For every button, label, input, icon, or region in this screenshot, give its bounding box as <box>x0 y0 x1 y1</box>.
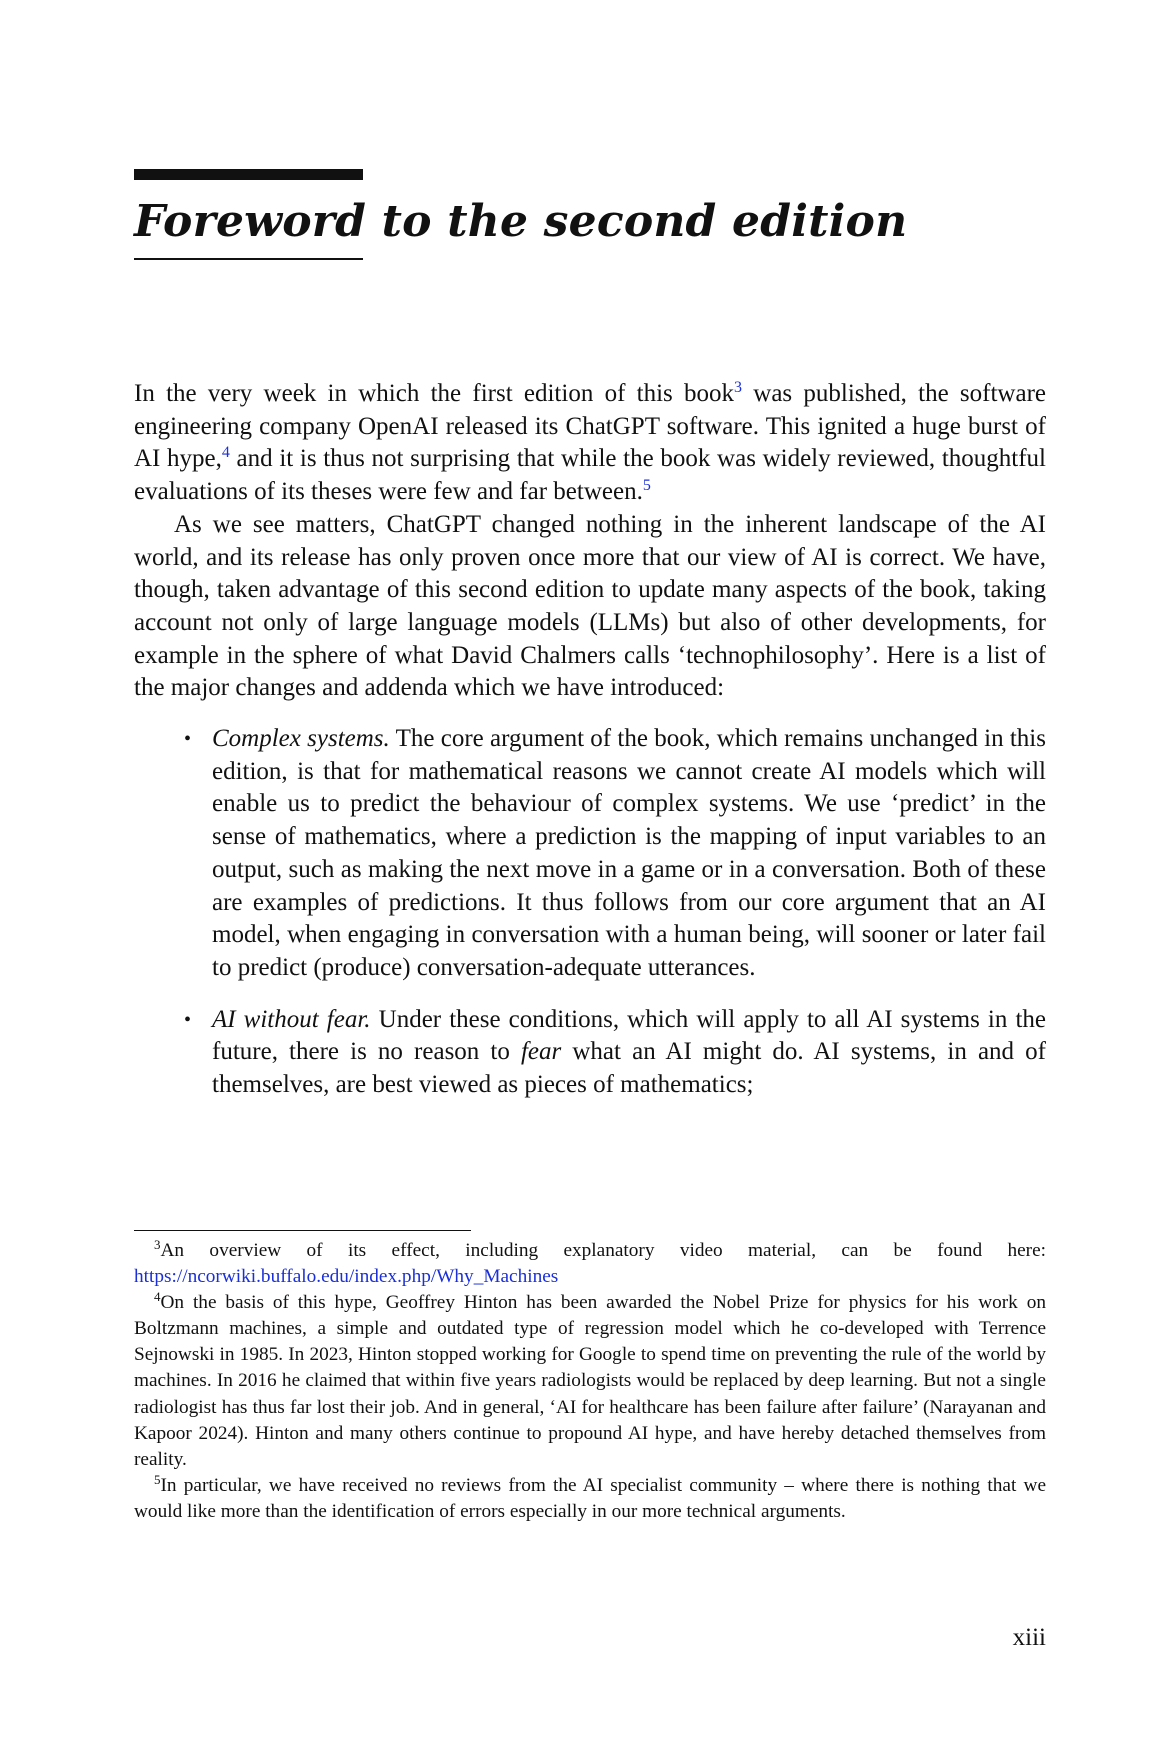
footnote-number: 5 <box>154 1471 161 1487</box>
bullet-icon: • <box>184 1008 192 1031</box>
chapter-rule-thin <box>134 258 363 260</box>
paragraph-1 <box>134 378 1046 509</box>
paragraph-1-part-1: In the very week in which the first edition of this book <box>134 380 735 407</box>
footnote-text: On the basis of this hype, Geoffrey Hinton has been awarded the Nobel Prize for physics for his work on Boltzmann machines, a simple and outdated type of regression model which he co-developed with Terrence Sejnowski in 1985. In 2023, Hinton stopped working for Google to spend time on preventing the rule of the world by machines. In 2016 he claimed that within five years radiologists would be replaced by deep learning. But not a single radiologist has thus far lost their job. And in general, ‘AI for healthcare has been failure after failure’ (Narayanan and Kapoor 2024). Hinton and many others continue to propound AI hype, and have hereby detached themselves from reality. <box>134 1292 1046 1470</box>
footnote-4 <box>134 1290 1046 1473</box>
footnotes <box>134 1238 1046 1525</box>
page-number: xiii <box>1012 1624 1046 1651</box>
footnote-ref-5[interactable]: 5 <box>642 477 651 495</box>
changes-list <box>134 723 1046 1102</box>
list-item-ai-without-fear <box>184 1004 1046 1102</box>
body-text <box>134 378 1046 1121</box>
list-item-term: AI without fear. <box>212 1005 371 1033</box>
footnote-number: 4 <box>154 1289 161 1305</box>
chapter-title: Foreword to the second edition <box>134 196 908 247</box>
footnote-rule <box>134 1230 471 1231</box>
chapter-rule-thick <box>134 169 363 180</box>
footnote-ref-3[interactable]: 3 <box>734 379 743 396</box>
list-item-text: what an AI might do. AI systems, in and of themselves, are best viewed as pieces of mathematics; <box>212 1038 1046 1099</box>
list-item-text: Under these conditions, which will apply to all AI systems in the future, there is no reason to <box>212 1005 1046 1066</box>
bullet-icon: • <box>184 728 192 751</box>
list-item-complex-systems <box>184 723 1046 985</box>
paragraph-2: As we see matters, ChatGPT changed nothing in the inherent landscape of the AI world, and its release has only proven once more that our view of AI is correct. We have, though, taken advantage of this second edition to update many aspects of the book, taking account not only of large language models (LLMs) but also of other developments, for example in the sphere of what David Chalmers calls ‘technophilosophy’. Here is a list of the major changes and addenda which we have introduced: <box>134 510 1046 702</box>
list-item-emphasis: fear <box>520 1038 562 1066</box>
footnote-link[interactable]: https://ncorwiki.buffalo.edu/index.php/Why_Machines <box>134 1266 559 1288</box>
footnote-3 <box>134 1238 1046 1290</box>
footnote-5 <box>134 1473 1046 1525</box>
list-item-term: Complex systems. <box>212 725 390 753</box>
footnote-text: In particular, we have received no reviews from the AI specialist community – where there is nothing that we would like more than the identification of errors especially in our more technical arguments. <box>134 1474 1046 1522</box>
paragraph-1-part-2: was published, the software engineering company OpenAI released its ChatGPT software. This ignited a huge burst of AI hype, <box>134 380 1046 473</box>
list-item-text: The core argument of the book, which remains unchanged in this edition, is that for mathematical reasons we cannot create AI models which will enable us to predict the behaviour of complex systems. We use ‘predict’ in the sense of mathematics, where a prediction is the mapping of input variables to an output, such as making the next move in a game or in a conversation. Both of these are examples of predictions. It thus follows from our core argument that an AI model, when engaging in conversation with a human being, will sooner or later fail to predict (produce) conversation-adequate utterances. <box>212 725 1046 981</box>
footnote-ref-4[interactable]: 4 <box>221 444 230 462</box>
footnote-text: An overview of its effect, including explanatory video material, can be found here: <box>160 1240 1046 1261</box>
paragraph-1-part-3: and it is thus not surprising that while the book was widely reviewed, thoughtful evaluations of its theses were few and far between. <box>134 445 1046 506</box>
footnote-number: 3 <box>154 1237 161 1252</box>
